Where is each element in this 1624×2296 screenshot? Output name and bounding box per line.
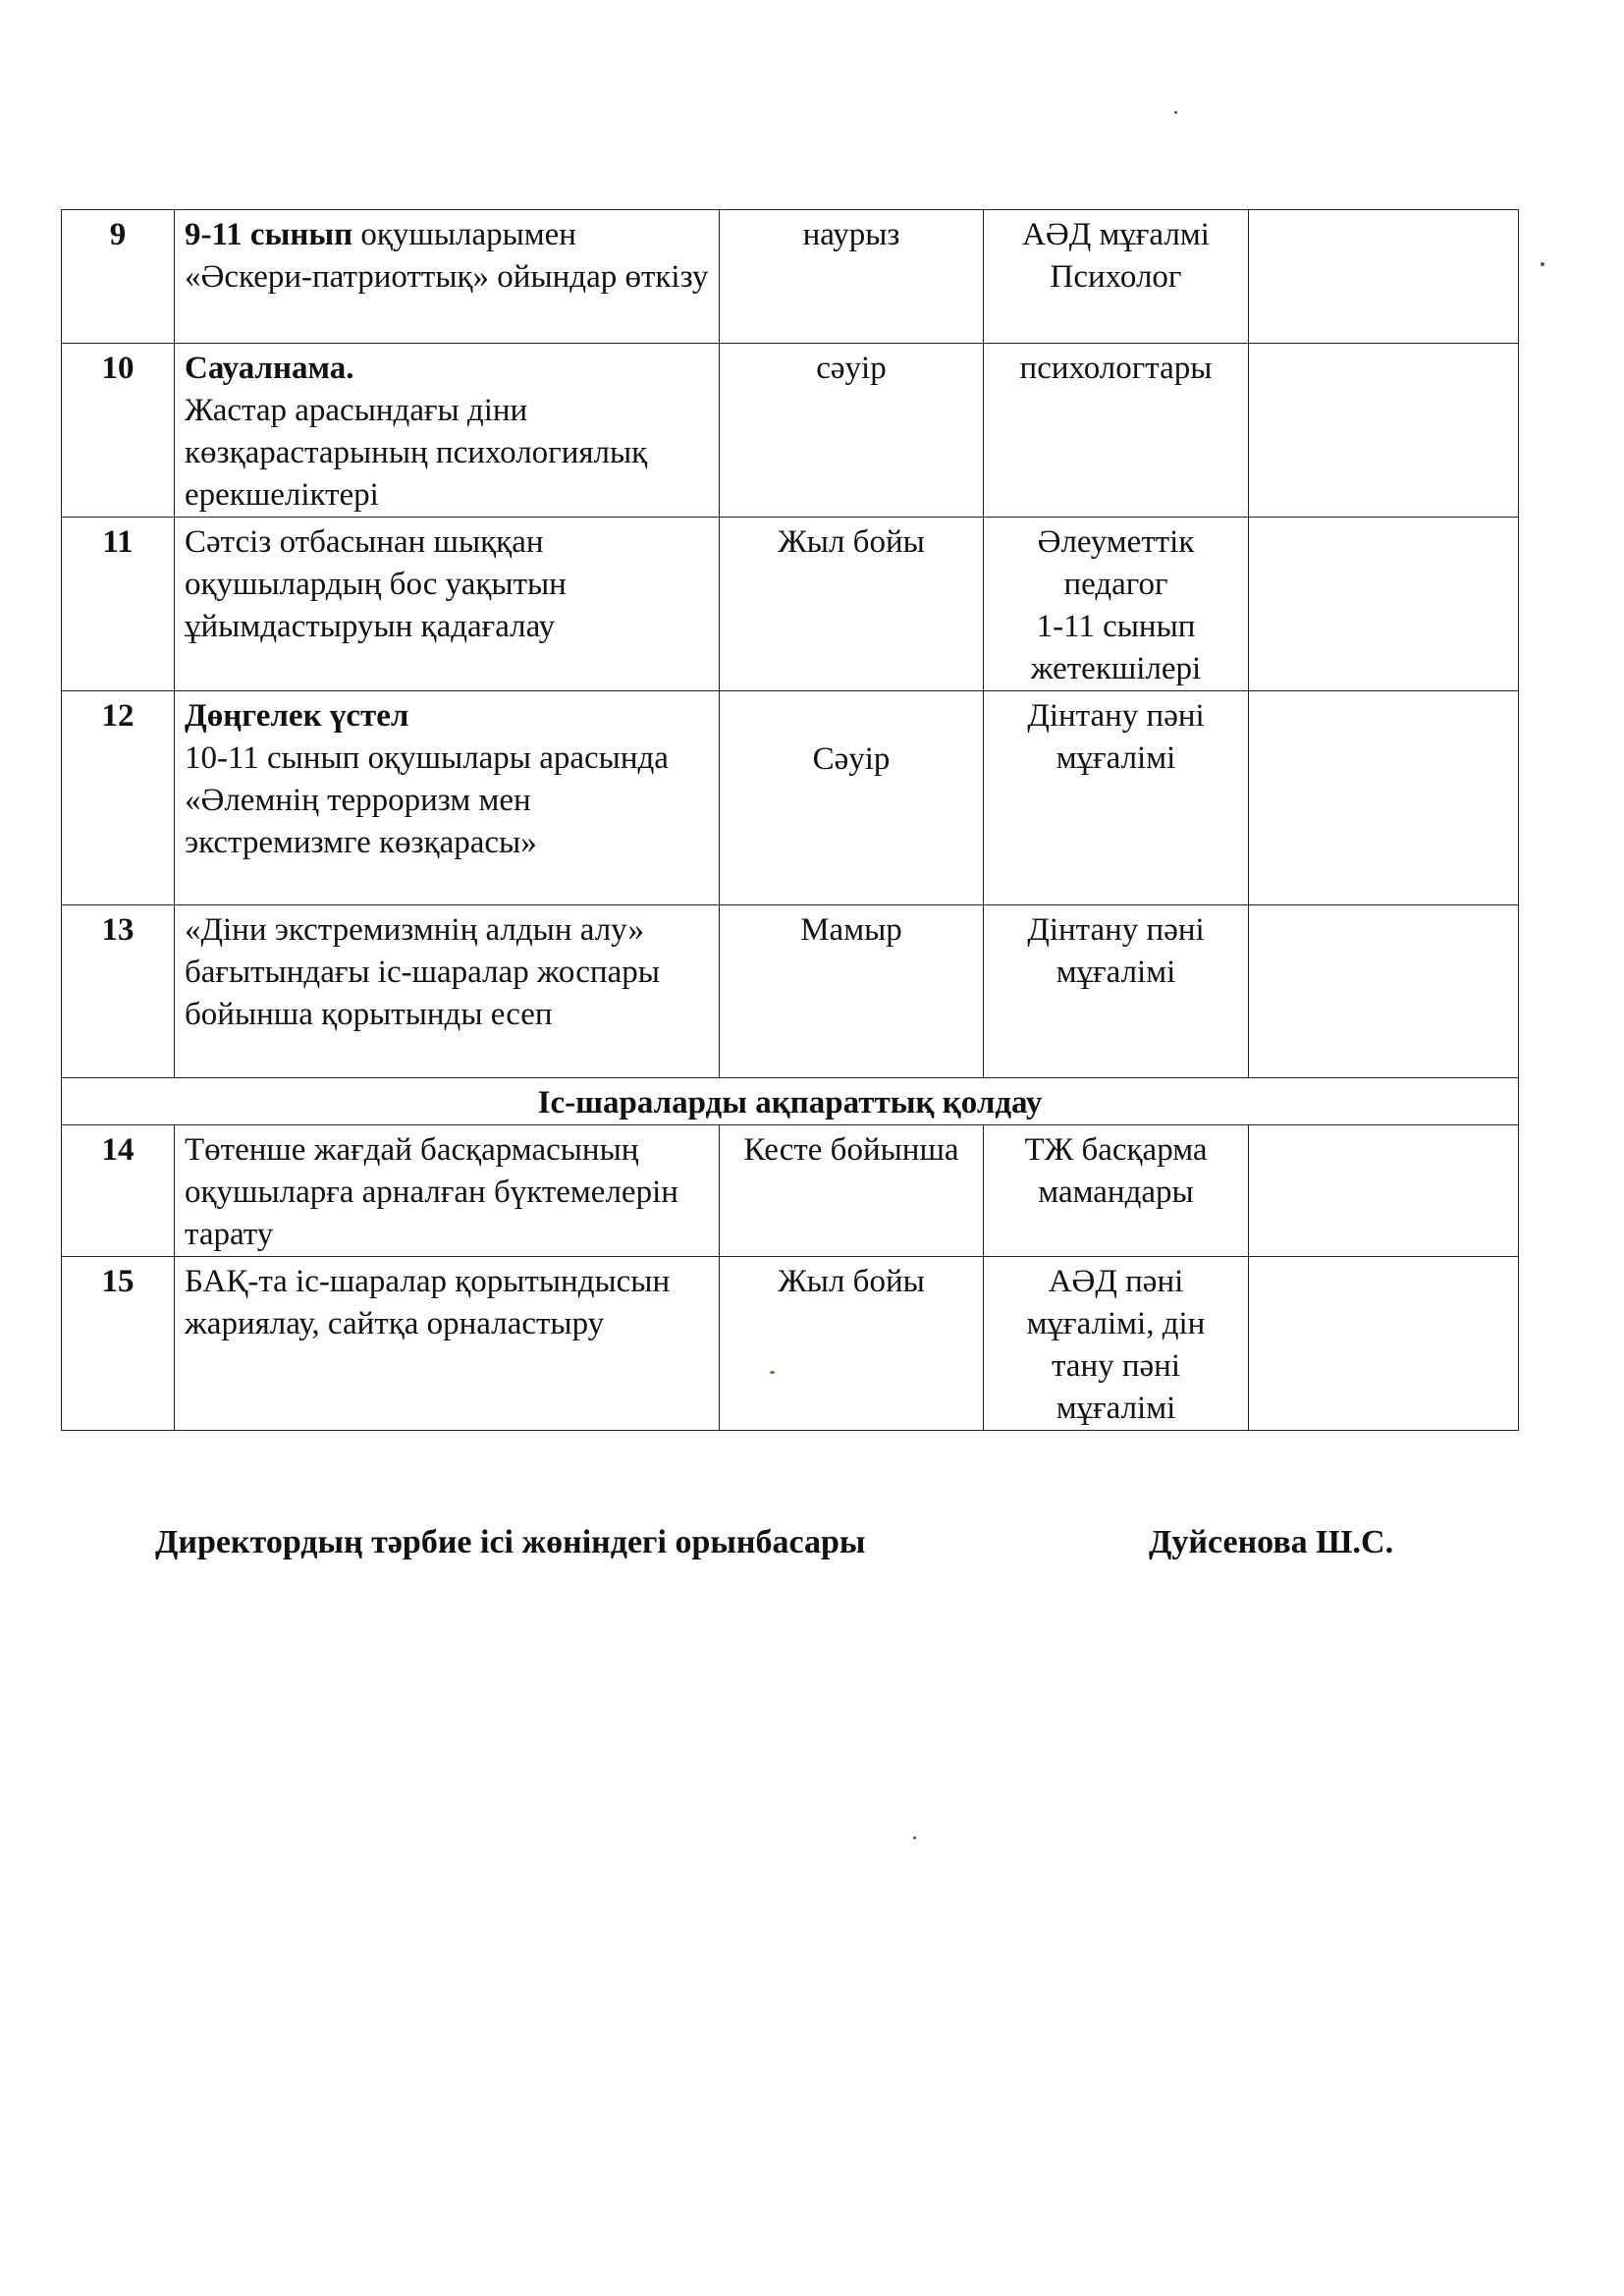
- signatory-name: Дуйсенова Ш.С.: [1149, 1524, 1394, 1560]
- section-heading: Іс-шараларды ақпараттық қолдау: [62, 1078, 1519, 1125]
- event-description: Сәтсіз отбасынан шыққан оқушылардың бос уақытын ұйымдастыруын қадағалау: [175, 518, 720, 691]
- notes-cell: [1249, 518, 1519, 691]
- term-cell: наурыз: [720, 210, 984, 344]
- event-title: Дөңгелек үстел: [185, 698, 409, 734]
- table-row: [62, 691, 1519, 905]
- table-row: [62, 905, 1519, 1078]
- term-cell: Кесте бойынша: [720, 1125, 984, 1257]
- term-cell: Сәуір: [720, 691, 984, 905]
- event-description: [175, 691, 720, 905]
- row-number: 11: [62, 518, 175, 691]
- table-row: [62, 344, 1519, 518]
- notes-cell: [1249, 1125, 1519, 1257]
- signatory-position: Директордың тәрбие ісі жөніндегі орынбасары: [155, 1524, 866, 1560]
- responsible-line: АӘД мұғалмі: [1022, 217, 1210, 252]
- responsible-line: Психолог: [1050, 259, 1182, 295]
- responsible-line: Дінтану пәні мұғалімі: [1027, 912, 1205, 990]
- notes-cell: [1249, 691, 1519, 905]
- event-description: «Діни экстремизмнің алдын алу» бағытындағы іс-шаралар жоспары бойынша қорытынды есеп: [175, 905, 720, 1078]
- activity-plan-table: [61, 209, 1519, 1431]
- scan-speck: [1174, 111, 1177, 114]
- responsible-line: АӘД пәні мұғалімі, дін тану пәні мұғалімі: [1026, 1264, 1206, 1426]
- term-cell: Мамыр: [720, 905, 984, 1078]
- notes-cell: [1249, 344, 1519, 518]
- table-row: [62, 518, 1519, 691]
- row-number: 12: [62, 691, 175, 905]
- row-number: 10: [62, 344, 175, 518]
- notes-cell: [1249, 210, 1519, 344]
- responsible-cell: [984, 210, 1249, 344]
- event-bold-lead: 9-11 сынып: [185, 217, 353, 252]
- responsible-cell: [984, 518, 1249, 691]
- responsible-line: Әлеуметтік педагог: [1037, 524, 1195, 602]
- notes-cell: [1249, 1257, 1519, 1431]
- responsible-cell: [984, 691, 1249, 905]
- responsible-line: ТЖ басқарма мамандары: [1024, 1132, 1208, 1210]
- scan-speck: [1541, 262, 1544, 266]
- responsible-cell: [984, 1257, 1249, 1431]
- event-line: «Әлемнің терроризм мен экстремизмге көзқарасы»: [185, 783, 537, 860]
- term-cell: Жыл бойы: [720, 518, 984, 691]
- term-cell: Жыл бойы: [720, 1257, 984, 1431]
- event-description: [175, 210, 720, 344]
- responsible-line: 1-11 сынып жетекшілері: [1030, 609, 1202, 686]
- table-row: [62, 1257, 1519, 1431]
- term-cell: сәуір: [720, 344, 984, 518]
- row-number: 14: [62, 1125, 175, 1257]
- row-number: 9: [62, 210, 175, 344]
- responsible-line: психологтары: [1019, 351, 1213, 386]
- responsible-line: Дінтану пәні мұғалімі: [1027, 698, 1205, 776]
- table-row: [62, 1125, 1519, 1257]
- event-description: БАҚ-та іс-шаралар қорытындысын жариялау, сайтқа орналастыру: [175, 1257, 720, 1431]
- row-number: 15: [62, 1257, 175, 1431]
- notes-cell: [1249, 905, 1519, 1078]
- event-description: [175, 344, 720, 518]
- responsible-cell: [984, 344, 1249, 518]
- responsible-cell: [984, 905, 1249, 1078]
- event-title: Сауалнама.: [185, 351, 354, 386]
- section-row: [62, 1078, 1519, 1125]
- scan-speck: [913, 1836, 916, 1839]
- event-line: 10-11 сынып оқушылары арасында: [185, 740, 669, 776]
- event-text: Жастар арасындағы діни көзқарастарының психологиялық ерекшеліктері: [185, 393, 648, 513]
- event-description: Төтенше жағдай басқармасының оқушыларға арналған бүктемелерін тарату: [175, 1125, 720, 1257]
- responsible-cell: [984, 1125, 1249, 1257]
- event-text: оқушыларымен «Әскери-патриоттық» ойындар өткізу: [185, 217, 709, 295]
- row-number: 13: [62, 905, 175, 1078]
- table-row: [62, 210, 1519, 344]
